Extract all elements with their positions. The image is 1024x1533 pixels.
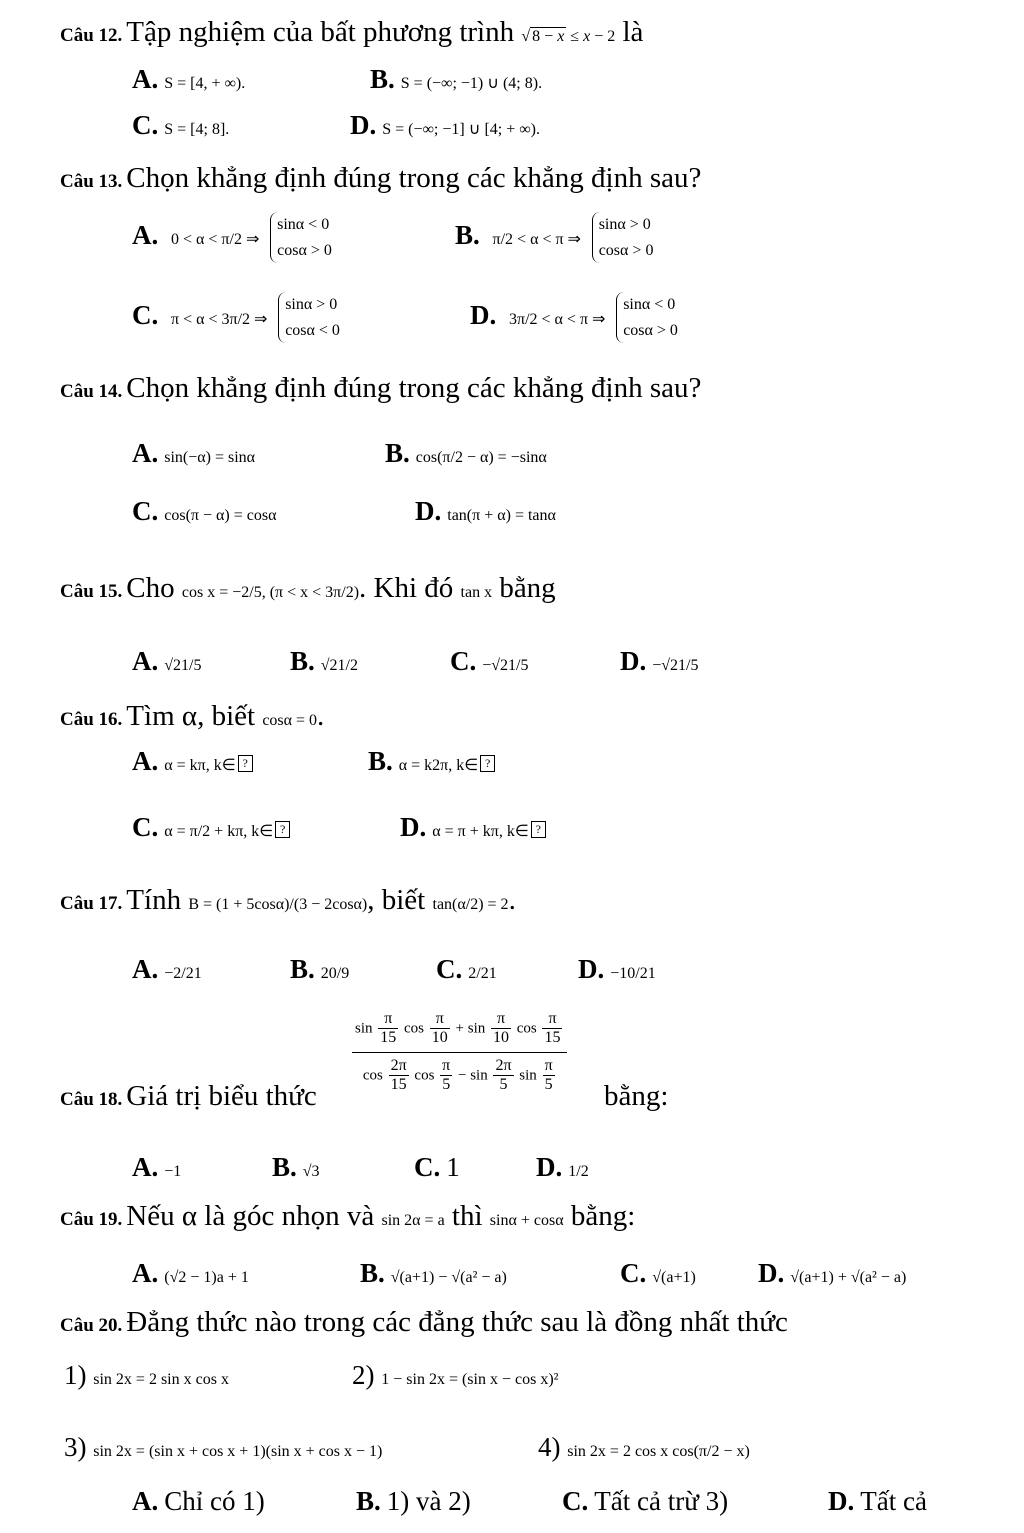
option-c[interactable] bbox=[620, 1260, 696, 1287]
question-mid: , biết bbox=[367, 884, 426, 916]
option-value: α = k2π, k∈ bbox=[398, 757, 479, 774]
option-label: A. bbox=[132, 219, 159, 250]
question-suffix: bằng: bbox=[570, 1200, 636, 1232]
question-17: Câu 17. Tính B = (1 + 5cosα)/(3 − 2cosα), biết tan(α/2) = 2. bbox=[60, 884, 516, 916]
option-b[interactable] bbox=[368, 748, 495, 775]
option-d[interactable]: D. S = (−∞; −1] ∪ [4; + ∞). bbox=[350, 110, 540, 140]
option-value: 20/9 bbox=[320, 965, 350, 982]
option-c[interactable] bbox=[132, 498, 276, 525]
option-d[interactable] bbox=[828, 1488, 927, 1515]
option-value: 1 bbox=[446, 1152, 460, 1182]
option-c[interactable] bbox=[132, 814, 290, 841]
option-a[interactable] bbox=[132, 212, 332, 263]
question-mid: . Khi đó bbox=[359, 572, 454, 604]
option-label: B. bbox=[455, 219, 480, 250]
option-label: C. bbox=[436, 954, 463, 984]
item-value: 1 − sin 2x = (sin x − cos x)² bbox=[381, 1371, 559, 1388]
option-value: sin(−α) = sinα bbox=[164, 449, 256, 466]
option-value: −√21/5 bbox=[652, 657, 699, 674]
question-text: Chọn khẳng định đúng trong các khẳng định sau? bbox=[126, 372, 702, 404]
option-d[interactable] bbox=[758, 1260, 906, 1287]
option-value: Tất cả bbox=[860, 1486, 927, 1516]
option-label: B. bbox=[290, 646, 315, 676]
option-label: D. bbox=[758, 1258, 785, 1288]
option-value: tan(π + α) = tanα bbox=[447, 507, 556, 524]
question-text: Chọn khẳng định đúng trong các khẳng định sau? bbox=[126, 162, 702, 194]
option-label: D. bbox=[400, 812, 427, 842]
option-condition: π/2 < α < π ⇒ bbox=[492, 230, 581, 248]
option-a[interactable] bbox=[132, 1260, 249, 1287]
option-value: √21/5 bbox=[164, 657, 202, 674]
option-d[interactable] bbox=[415, 498, 556, 525]
option-value: −1 bbox=[164, 1163, 182, 1180]
option-label: C. bbox=[132, 110, 159, 140]
system-line: sinα < 0 bbox=[623, 296, 676, 313]
system-line: sinα > 0 bbox=[598, 216, 651, 233]
option-c[interactable] bbox=[450, 648, 529, 675]
system-brace bbox=[592, 212, 654, 263]
system-brace bbox=[270, 212, 332, 263]
question-suffix: là bbox=[622, 16, 644, 48]
identity-item-1 bbox=[64, 1362, 229, 1389]
option-d[interactable] bbox=[536, 1154, 589, 1181]
option-value: S = (−∞; −1) ∪ (4; 8) bbox=[400, 75, 539, 92]
identity-item-3 bbox=[64, 1434, 382, 1461]
option-a[interactable] bbox=[132, 748, 253, 775]
option-condition: 0 < α < π/2 ⇒ bbox=[171, 230, 260, 248]
system-brace bbox=[278, 292, 340, 343]
missing-glyph-icon: ? bbox=[531, 821, 546, 838]
question-16: Câu 16. Tìm α, biết cosα = 0. bbox=[60, 700, 325, 732]
question-suffix: bằng bbox=[499, 572, 556, 604]
question-13 bbox=[60, 164, 701, 193]
option-value: cos(π/2 − α) = −sinα bbox=[415, 449, 547, 466]
option-label: D. bbox=[620, 646, 647, 676]
item-value: sin 2x = (sin x + cos x + 1)(sin x + cos x − 1) bbox=[93, 1443, 383, 1460]
question-suffix: bằng: bbox=[604, 1080, 669, 1112]
identity-item-2 bbox=[352, 1362, 558, 1389]
condition-expr: sin 2α = a bbox=[381, 1212, 445, 1229]
option-b[interactable] bbox=[360, 1260, 507, 1287]
option-c[interactable]: C. S = [4; 8]. bbox=[132, 110, 230, 140]
question-14 bbox=[60, 374, 701, 403]
option-label: B. bbox=[356, 1486, 381, 1516]
question-number: Câu 17. bbox=[60, 893, 123, 914]
question-20 bbox=[60, 1308, 788, 1337]
option-label: B. bbox=[370, 64, 395, 94]
option-value: α = kπ, k∈ bbox=[164, 757, 236, 774]
option-a[interactable] bbox=[132, 956, 202, 983]
question-text: Tìm α, biết bbox=[126, 700, 256, 732]
fraction-numerator: sin $\frac{\pi}{15}$ cos $\frac{\pi}{10}$ + sin $\frac{\pi}{10}$ cos $\frac{\pi}{15}$ bbox=[352, 1010, 567, 1053]
question-text: Tính bbox=[126, 884, 182, 916]
question-text: Cho bbox=[126, 572, 175, 604]
system-line: cosα > 0 bbox=[598, 241, 654, 259]
option-label: D. bbox=[536, 1152, 563, 1182]
option-value: α = π/2 + kπ, k∈ bbox=[164, 823, 274, 840]
option-label: B. bbox=[385, 438, 410, 468]
option-b[interactable] bbox=[272, 1154, 320, 1181]
option-value: (√2 − 1)a + 1 bbox=[164, 1269, 249, 1286]
identity-item-4 bbox=[538, 1434, 750, 1461]
option-b[interactable] bbox=[455, 212, 653, 263]
option-a[interactable] bbox=[132, 1154, 181, 1181]
question-mid: thì bbox=[451, 1200, 483, 1232]
question-18-suffix bbox=[604, 1082, 668, 1111]
option-value: √21/2 bbox=[320, 657, 358, 674]
option-value: S = [4; 8] bbox=[164, 121, 226, 138]
system-line: cosα < 0 bbox=[285, 321, 340, 339]
option-label: A. bbox=[132, 438, 159, 468]
condition-expr: cosα = 0 bbox=[262, 712, 318, 729]
option-label: D. bbox=[470, 299, 497, 330]
option-label: B. bbox=[272, 1152, 297, 1182]
question-15 bbox=[60, 574, 556, 603]
item-label: 1) bbox=[64, 1360, 87, 1390]
option-value: √(a+1) − √(a² − a) bbox=[390, 1269, 507, 1286]
option-label: C. bbox=[132, 812, 159, 842]
missing-glyph-icon: ? bbox=[238, 755, 253, 772]
option-a[interactable]: A. S = [4, + ∞). bbox=[132, 64, 246, 94]
missing-glyph-icon: ? bbox=[275, 821, 290, 838]
option-b[interactable] bbox=[290, 648, 358, 675]
option-value: −10/21 bbox=[610, 965, 656, 982]
question-text: Tập nghiệm của bất phương trình bbox=[126, 16, 515, 48]
option-label: B. bbox=[368, 746, 393, 776]
option-c[interactable] bbox=[132, 292, 340, 343]
option-value: √(a+1) bbox=[652, 1269, 696, 1286]
option-value: S = [4, + ∞) bbox=[164, 75, 242, 92]
option-b[interactable]: B. S = (−∞; −1) ∪ (4; 8). bbox=[370, 64, 543, 94]
question-text: Đẳng thức nào trong các đẳng thức sau là đồng nhất thức bbox=[126, 1306, 788, 1338]
option-label: A. bbox=[132, 646, 159, 676]
option-c[interactable] bbox=[436, 956, 497, 983]
option-label: C. bbox=[450, 646, 477, 676]
option-d[interactable] bbox=[578, 956, 656, 983]
option-b[interactable] bbox=[356, 1488, 471, 1515]
option-label: C. bbox=[414, 1152, 441, 1182]
option-label: C. bbox=[620, 1258, 647, 1288]
option-label: D. bbox=[350, 110, 377, 140]
inequality-expr: √ 8 − x ≤ x − 2 bbox=[521, 28, 616, 45]
option-value: −2/21 bbox=[164, 965, 202, 982]
option-value: √(a+1) + √(a² − a) bbox=[790, 1269, 907, 1286]
option-d[interactable] bbox=[470, 292, 678, 343]
option-d[interactable] bbox=[400, 814, 546, 841]
question-number: Câu 13. bbox=[60, 171, 123, 192]
item-label: 3) bbox=[64, 1432, 87, 1462]
missing-glyph-icon: ? bbox=[480, 755, 495, 772]
item-label: 2) bbox=[352, 1360, 375, 1390]
item-label: 4) bbox=[538, 1432, 561, 1462]
question-19 bbox=[60, 1202, 635, 1231]
expression-fraction bbox=[352, 1010, 567, 1095]
question-12 bbox=[60, 18, 643, 47]
question-number: Câu 16. bbox=[60, 709, 123, 730]
option-value: Tất cả trừ 3) bbox=[594, 1486, 729, 1516]
question-number: Câu 14. bbox=[60, 381, 123, 402]
question-text: Giá trị biểu thức bbox=[126, 1080, 317, 1112]
condition-expr: tan(α/2) = 2 bbox=[432, 896, 509, 913]
system-line: cosα > 0 bbox=[623, 321, 678, 339]
option-value: α = π + kπ, k∈ bbox=[432, 823, 529, 840]
option-label: B. bbox=[360, 1258, 385, 1288]
option-label: C. bbox=[132, 299, 159, 330]
option-b[interactable] bbox=[385, 440, 547, 467]
item-value: sin 2x = 2 cos x cos(π/2 − x) bbox=[567, 1443, 750, 1460]
option-label: A. bbox=[132, 64, 159, 94]
option-value: √3 bbox=[302, 1163, 320, 1180]
option-condition: 3π/2 < α < π ⇒ bbox=[509, 310, 606, 328]
option-label: C. bbox=[132, 496, 159, 526]
option-value: Chỉ có 1) bbox=[164, 1486, 265, 1516]
option-label: A. bbox=[132, 1258, 159, 1288]
formula-expr: B = (1 + 5cosα)/(3 − 2cosα) bbox=[188, 896, 368, 913]
option-a[interactable] bbox=[132, 648, 201, 675]
option-condition: π < α < 3π/2 ⇒ bbox=[171, 310, 268, 328]
option-b[interactable] bbox=[290, 956, 349, 983]
option-label: A. bbox=[132, 954, 159, 984]
question-number: Câu 12. bbox=[60, 25, 123, 46]
target-expr: tan x bbox=[460, 584, 493, 601]
question-number: Câu 18. bbox=[60, 1089, 123, 1110]
question-number: Câu 15. bbox=[60, 581, 123, 602]
system-brace bbox=[616, 292, 678, 343]
option-label: A. bbox=[132, 1152, 159, 1182]
system-line: sinα < 0 bbox=[277, 216, 330, 233]
question-number: Câu 20. bbox=[60, 1315, 123, 1336]
option-label: C. bbox=[562, 1486, 589, 1516]
condition-expr: cos x = −2/5, (π < x < 3π/2) bbox=[181, 584, 360, 601]
target-expr: sinα + cosα bbox=[489, 1212, 564, 1229]
option-value: 1) và 2) bbox=[386, 1486, 471, 1516]
option-c[interactable] bbox=[562, 1488, 728, 1515]
option-label: D. bbox=[578, 954, 605, 984]
question-18 bbox=[60, 1082, 317, 1111]
option-label: D. bbox=[415, 496, 442, 526]
option-a[interactable] bbox=[132, 440, 255, 467]
option-label: B. bbox=[290, 954, 315, 984]
system-line: cosα > 0 bbox=[277, 241, 332, 259]
question-text: Nếu α là góc nhọn và bbox=[126, 1200, 375, 1232]
option-label: A. bbox=[132, 746, 159, 776]
question-number: Câu 19. bbox=[60, 1209, 123, 1230]
option-label: D. bbox=[828, 1486, 855, 1516]
item-value: sin 2x = 2 sin x cos x bbox=[93, 1371, 229, 1388]
option-a[interactable] bbox=[132, 1488, 265, 1515]
fraction-denominator: cos $\frac{2\pi}{15}$ cos $\frac{\pi}{5}$ − sin $\frac{2\pi}{5}$ sin $\frac{\pi}{5}$ bbox=[362, 1056, 553, 1094]
system-line: sinα > 0 bbox=[285, 296, 338, 313]
option-value: cos(π − α) = cosα bbox=[164, 507, 277, 524]
option-value: −√21/5 bbox=[482, 657, 529, 674]
option-d[interactable] bbox=[620, 648, 699, 675]
option-value: 2/21 bbox=[468, 965, 497, 982]
option-c[interactable] bbox=[414, 1154, 460, 1181]
option-value: S = (−∞; −1] ∪ [4; + ∞) bbox=[382, 121, 536, 138]
option-value: 1/2 bbox=[568, 1163, 589, 1180]
option-label: A. bbox=[132, 1486, 159, 1516]
